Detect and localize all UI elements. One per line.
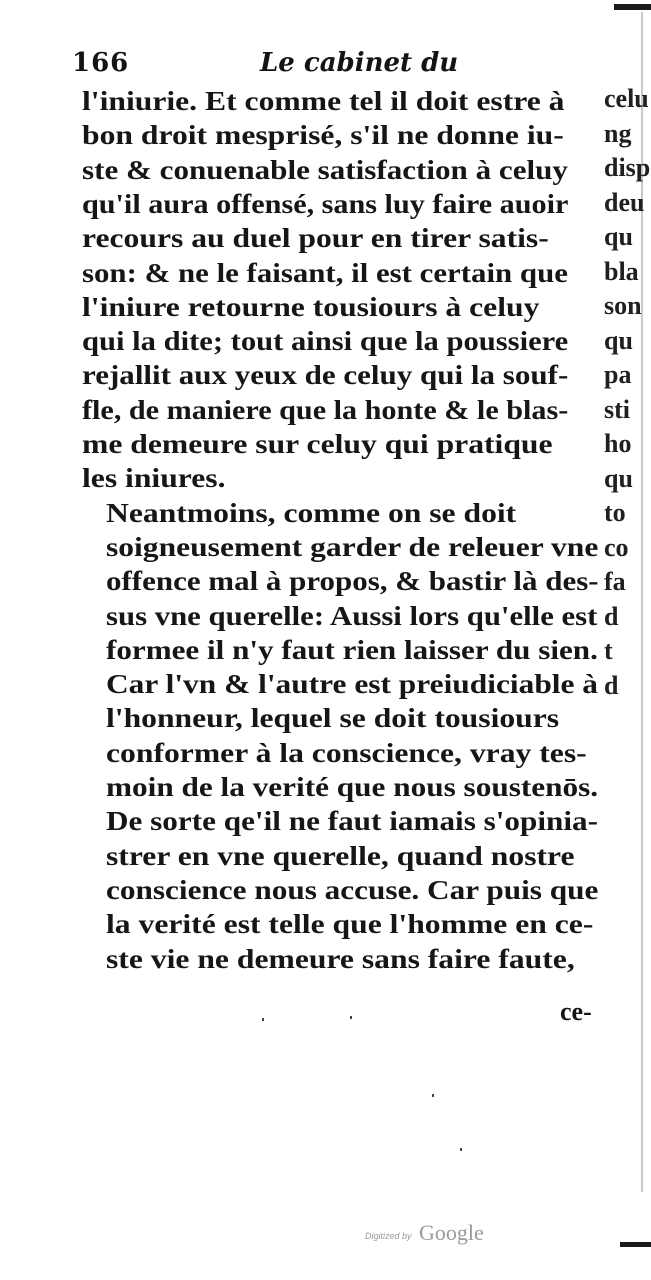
text-line: De sorte qe'il ne faut iamais s'opinia- <box>106 805 599 837</box>
google-logo: Google <box>419 1220 484 1245</box>
text-line: strer en vne querelle, quand nostre <box>106 839 575 871</box>
text-line: rejallit aux yeux de celuy qui la souf- <box>82 359 569 391</box>
text-line: l'honneur, lequel se doit tousiours <box>106 702 560 734</box>
ink-speck <box>432 1094 434 1097</box>
text-line: recours au duel pour en tirer satis- <box>82 222 549 254</box>
facing-page-fragment: fa <box>604 567 626 596</box>
facing-page-margin <box>604 84 651 724</box>
text-line: formee il n'y faut rien laisser du sien. <box>106 633 598 665</box>
page-edge-bottom-mark <box>620 1242 651 1247</box>
text-line: ste vie ne demeure sans faire faute, <box>106 942 575 974</box>
running-title: Le cabinet du <box>260 48 459 78</box>
facing-page-fragment: ho <box>604 429 632 458</box>
text-line: son: & ne le faisant, il est certain que <box>82 256 568 288</box>
facing-page-fragment: d <box>604 670 619 700</box>
facing-page-fragment: disp <box>604 153 651 182</box>
ink-speck <box>350 1016 352 1019</box>
text-line: conformer à la conscience, vray tes- <box>106 736 587 768</box>
facing-page-fragment: ng <box>604 118 632 148</box>
facing-page-fragment: t <box>604 636 613 665</box>
digitized-label: Digitized by <box>365 1231 412 1241</box>
facing-page-fragment: sti <box>604 394 630 424</box>
facing-page-fragment: deu <box>604 187 645 217</box>
facing-page-fragment: d <box>604 601 619 631</box>
running-head <box>72 48 592 84</box>
text-line: les iniures. <box>82 462 226 494</box>
text-line: bon droit mesprisé, s'il ne donne iu- <box>82 119 564 151</box>
facing-page-fragment: celu <box>604 84 649 113</box>
page-number: 166 <box>72 48 130 78</box>
digitized-watermark <box>365 1220 505 1250</box>
text-line: la verité est telle que l'homme en ce- <box>106 908 594 940</box>
text-line: qui la dite; tout ainsi que la poussiere <box>82 325 569 357</box>
text-line: qu'il aura offensé, sans luy faire auoir <box>82 187 569 219</box>
text-line: Neantmoins, comme on se doit <box>106 496 517 528</box>
text-line: moin de la verité que nous soustenōs. <box>106 771 599 802</box>
text-line: sus vne querelle: Aussi lors qu'elle est <box>106 599 598 631</box>
page-edge-top-mark <box>614 4 651 10</box>
text-line: ste & conuenable satisfaction à celuy <box>82 153 568 185</box>
text-line: me demeure sur celuy qui pratique <box>82 428 553 459</box>
facing-page-fragment: qu <box>604 222 633 251</box>
text-line: conscience nous accuse. Car puis que <box>106 873 599 905</box>
ink-speck <box>460 1148 462 1151</box>
text-line: l'iniure retourne tousiours à celuy <box>82 290 540 322</box>
text-line: fle, de maniere que la honte & le blas- <box>82 393 569 425</box>
facing-page-fragment: son <box>604 291 642 320</box>
ink-speck <box>262 1018 264 1021</box>
facing-page-fragment: bla <box>604 256 639 286</box>
facing-page-fragment: to <box>604 498 626 527</box>
facing-page-fragment: co <box>604 532 629 562</box>
facing-page-fragment: qu <box>604 463 633 493</box>
facing-page-fragment: pa <box>604 360 632 389</box>
text-line: l'iniurie. Et comme tel il doit estre à <box>82 85 565 116</box>
facing-page-fragment: qu <box>604 325 633 355</box>
text-line: Car l'vn & l'autre est preiudiciable à <box>106 668 599 700</box>
catchword: ce- <box>560 997 592 1026</box>
text-line: soigneusement garder de releuer vne <box>106 530 599 562</box>
text-line: offence mal à propos, & bastir là des- <box>106 565 599 597</box>
